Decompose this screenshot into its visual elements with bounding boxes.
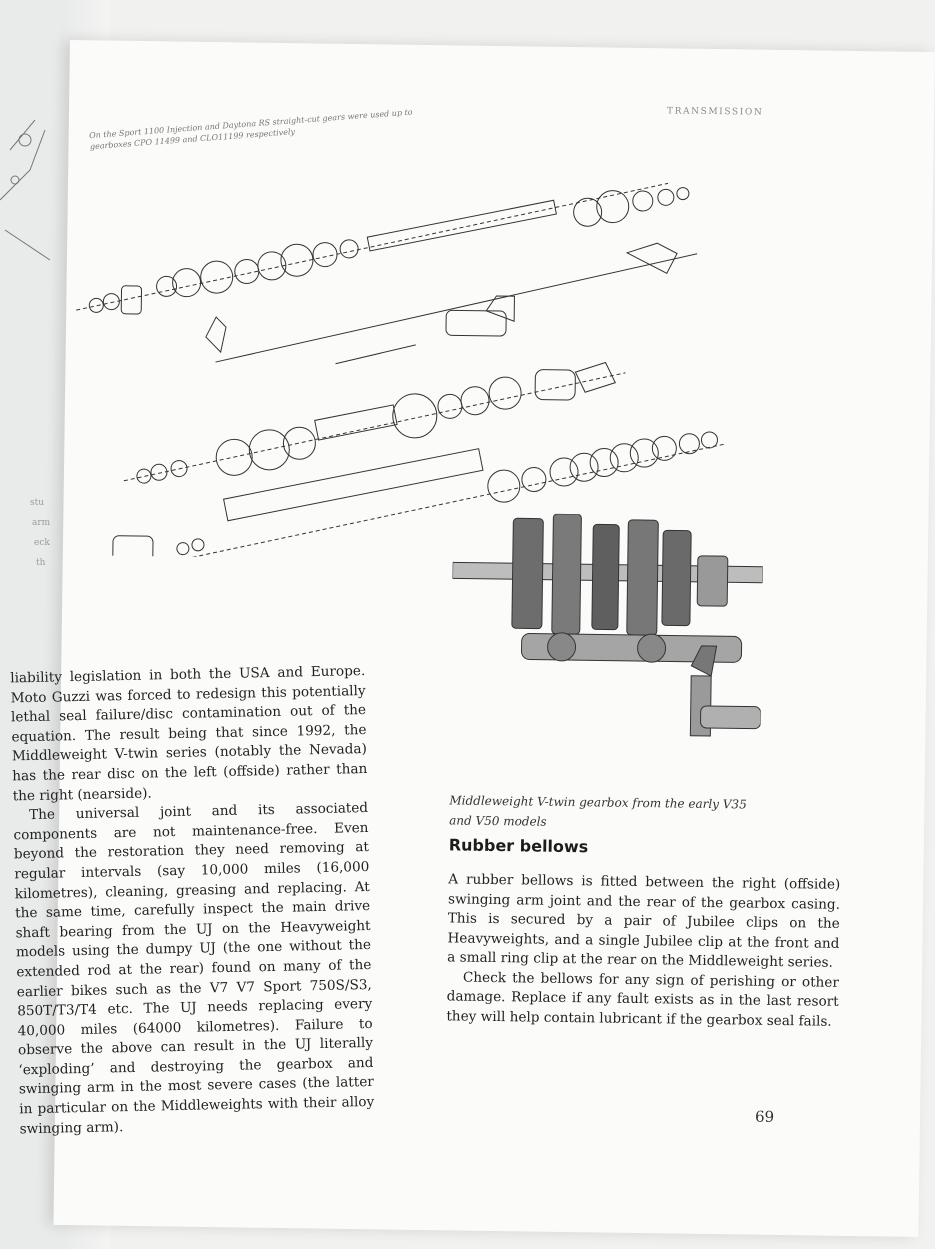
section-heading: Rubber bellows bbox=[448, 835, 589, 857]
previous-page-edge bbox=[0, 0, 60, 1249]
paragraph: The universal joint and its associated components are not maintenance-free. Even beyond the restoration they need removing at regular intervals (say 10,000 miles (16,000 kilometres), cleaning, greasing and replacing. At the same time, carefully inspect the main drive shaft bearing from the UJ on the Heavyweight models using the dumpy UJ (the one without the extended rod at the rear) found on many of the earlier bikes such as the V7 V7 Sport 750S/S3, 850T/T3/T4 etc. The UJ needs replacing every 40,000 miles (64000 kilometres). Failure to observe the above can result in the UJ literally ‘exploding’ and destroying the gearbox and swinging arm in the most severe cases (the latter in particular on the Middleweights with their alloy swinging arm). bbox=[13, 800, 375, 1137]
svg-text:eck: eck bbox=[34, 538, 50, 548]
running-head: TRANSMISSION bbox=[666, 106, 764, 118]
paragraph: Check the bellows for any sign of perishing or other damage. Replace if any fault exists as in the last resort they will help contain lubricant if the gearbox seal fails. bbox=[446, 969, 840, 1030]
paragraph: liability legislation in both the USA and Europe. Moto Guzzi was forced to redesign this potentially lethal seal failure/disc contamination out of the equation. The result being that since 1992, the Middleweight V-twin series (notably the Nevada) has the rear disc on the left (offside) rather than the right (nearside). bbox=[10, 662, 368, 804]
svg-text:th: th bbox=[36, 558, 46, 568]
right-column bbox=[446, 870, 840, 1031]
book-page bbox=[53, 40, 934, 1237]
gearbox-photo bbox=[450, 512, 763, 766]
page-number: 69 bbox=[754, 1107, 775, 1126]
svg-text:stu: stu bbox=[30, 498, 45, 508]
paragraph: A rubber bellows is fitted between the right (offside) swinging arm joint and the rear of the gearbox casing. This is secured by a pair of Jubilee clips on the Heavyweights, and a single Jubilee clip at the front and a small ring clip at the rear on the Middleweight series. bbox=[447, 871, 841, 971]
svg-text:arm: arm bbox=[32, 518, 51, 528]
photo-caption: Middleweight V-twin gearbox from the early V35 and V50 models bbox=[449, 793, 747, 829]
exploded-diagram-caption: On the Sport 1100 Injection and Daytona RS straight-cut gears were used up to gearboxes CPO 11499 and CLO11199 respectively bbox=[88, 107, 413, 152]
gearbox-exploded-diagram bbox=[63, 135, 769, 565]
